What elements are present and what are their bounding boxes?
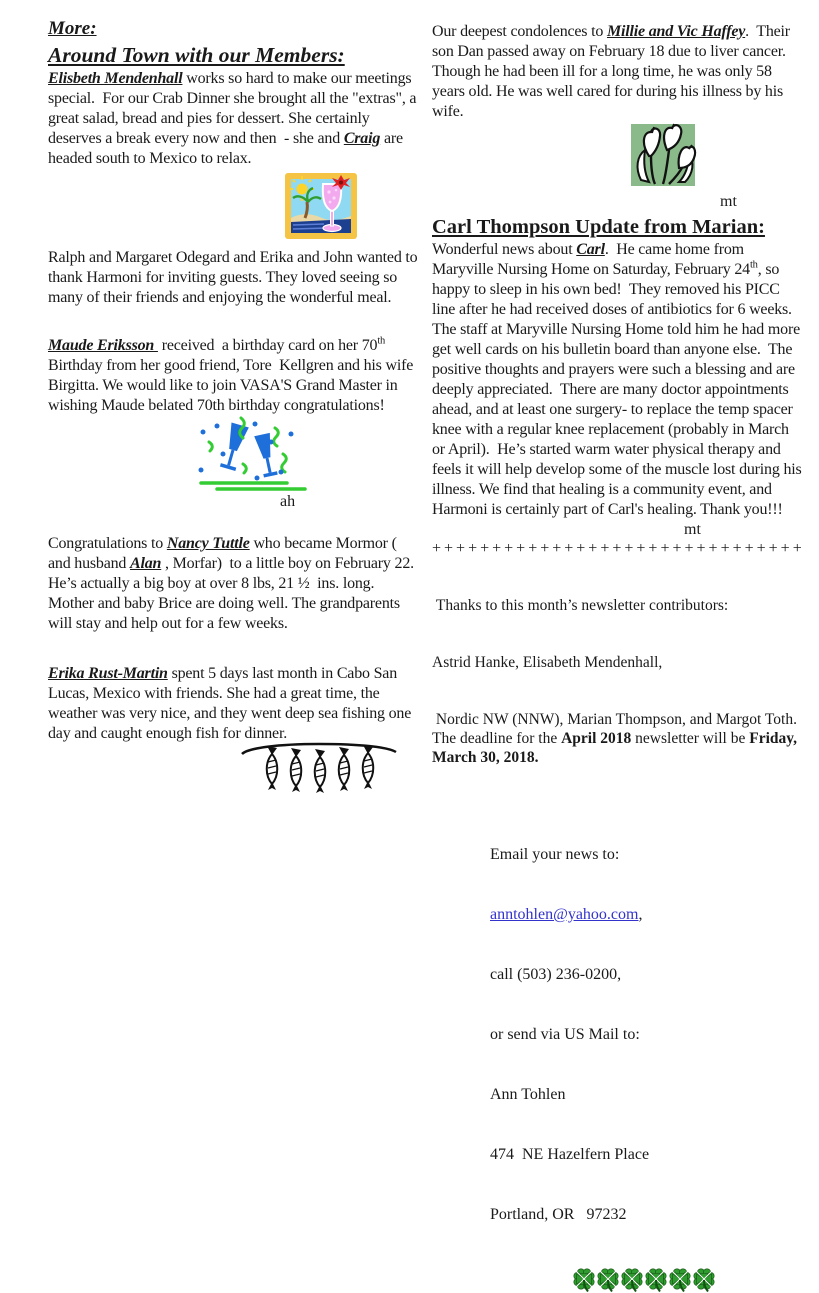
email-link[interactable]: anntohlen@yahoo.com — [490, 906, 639, 923]
four-leaf-clover-icon — [692, 1267, 716, 1293]
four-leaf-clover-icon — [644, 1267, 668, 1293]
left-column — [48, 16, 420, 1029]
ordinal-superscript: th — [749, 259, 758, 271]
paragraph-carl-update: Wonderful news about Carl. He came home from Maryville Nursing Home on Saturday, February 24th, so happy to sleep in his own bed! They removed his PICC line after he had received doses of antibiotics for 6 weeks. The staff at Maryville Nursing Home told him he had more get well cards on his bulletin board than anyone else. The positive thoughts and prayers were such a blessing and are deeply appreciated. There are many doctor appointments ahead, and at least one surgery- to replace the temp spacer knee with a regular knee replacement (probably in March or April). He’s started warm water physical therapy and feels it will help develop some of the muscle lost during his illness. We find that healing is a community event, and Harmoni is certainly part of Carl's healing. Thank you!!! — [432, 241, 806, 518]
mail-address: 474 NE Hazelfern Place — [490, 1146, 650, 1163]
four-leaf-clover-icon — [620, 1267, 644, 1293]
heading-around-town: Around Town with our Members: — [48, 43, 345, 67]
paragraph-erika-rust-martin: Erika Rust-Martin spent 5 days last month in Cabo San Lucas, Mexico with friends. She had a great time, the weather was very nice, and they went deep sea fishing one day and caught enough fish for dinner. — [48, 665, 415, 742]
contributors-names-line1: Astrid Hanke, Elisabeth Mendenhall, — [432, 654, 663, 671]
plus-divider: +++++++++++++++++++++++++++++++ — [432, 540, 805, 557]
contributors-intro: Thanks to this month’s newsletter contributors: — [432, 597, 729, 614]
tropical-drink-icon — [284, 172, 358, 240]
attribution-mt-2: mt — [684, 521, 701, 538]
member-name-carl: Carl — [576, 241, 605, 258]
member-name-erika: Erika Rust-Martin — [48, 665, 168, 682]
member-name-elisbeth: Elisbeth Mendenhall — [48, 70, 183, 87]
email-suffix: , — [638, 906, 643, 923]
mail-city: Portland, OR 97232 — [490, 1206, 627, 1223]
paragraph-ralph-odegard: Ralph and Margaret Odegard and Erika and John wanted to thank Harmoni for inviting guests. They loved seeing so many of their friends and enjoying the wonderful meal. — [48, 249, 422, 306]
member-name-nancy: Nancy Tuttle — [166, 535, 250, 552]
champagne-toast-icon — [183, 414, 328, 492]
mail-name: Ann Tohlen — [490, 1086, 566, 1103]
heading-more: More: — [48, 18, 97, 39]
four-leaf-clover-icon — [668, 1267, 692, 1293]
email-intro: Email your news to: — [490, 846, 620, 863]
paragraph-condolences: Our deepest condolences to Millie and Vic Haffey. Their son Dan passed away on February 18 due to liver cancer. Though he had been ill for a long time, he was only 58 years old. He was well cared for during his illness by his wife. — [432, 23, 794, 120]
heading-carl-thompson-update: Carl Thompson Update from Marian: — [432, 216, 765, 238]
deadline-date: Friday, March 30, 2018. — [432, 730, 801, 766]
member-name-craig: Craig — [343, 130, 381, 147]
calla-lily-icon — [627, 122, 699, 192]
contact-block — [490, 805, 805, 1265]
fish-line-icon — [238, 740, 400, 800]
right-column — [432, 16, 806, 1223]
four-leaf-clover-icon — [596, 1267, 620, 1293]
paragraph-nancy-tuttle: Congratulations to Nancy Tuttle who became Mormor ( and husband Alan , Morfar) to a little boy on February 22. He’s actually a big boy at over 8 lbs, 21 ½ ins. long. Mother and baby Brice are doing well. The grandparents will stay and help out for a few weeks. — [48, 535, 418, 632]
ordinal-superscript: th — [377, 335, 386, 347]
four-leaf-clover-icon — [572, 1267, 596, 1293]
attribution-mt-1: mt — [720, 193, 737, 210]
newsletter-edition: April 2018 — [561, 730, 632, 747]
contributors-names-line2: Nordic NW (NNW), Marian Thompson, and Margot Toth. The deadline for the April 2018 newsletter will be Friday, March 30, 2018. — [432, 711, 805, 766]
phone-line: call (503) 236-0200, — [490, 966, 622, 983]
contributors-block — [432, 558, 805, 805]
paragraph-elisbeth-mendenhall: Elisbeth Mendenhall works so hard to make our meetings special. For our Crab Dinner she brought all the "extras", a great salad, bread and pies for dessert. She certainly deserves a break every now and then - she and Craig are headed south to Mexico to relax. — [48, 70, 421, 167]
member-name-maude: Maude Eriksson — [48, 337, 158, 354]
member-name-millie-vic: Millie and Vic Haffey — [606, 23, 746, 40]
mail-intro: or send via US Mail to: — [490, 1026, 640, 1043]
member-name-alan: Alan — [130, 555, 162, 572]
clover-row — [572, 1267, 805, 1293]
paragraph-maude-eriksson: Maude Eriksson received a birthday card on her 70th Birthday from her good friend, Tore Kellgren and his wife Birgitta. We would like to join VASA'S Grand Master in wishing Maude belated 70th birthday congratulations! — [48, 335, 417, 414]
attribution-ah: ah — [280, 493, 296, 510]
email-line — [490, 905, 805, 925]
